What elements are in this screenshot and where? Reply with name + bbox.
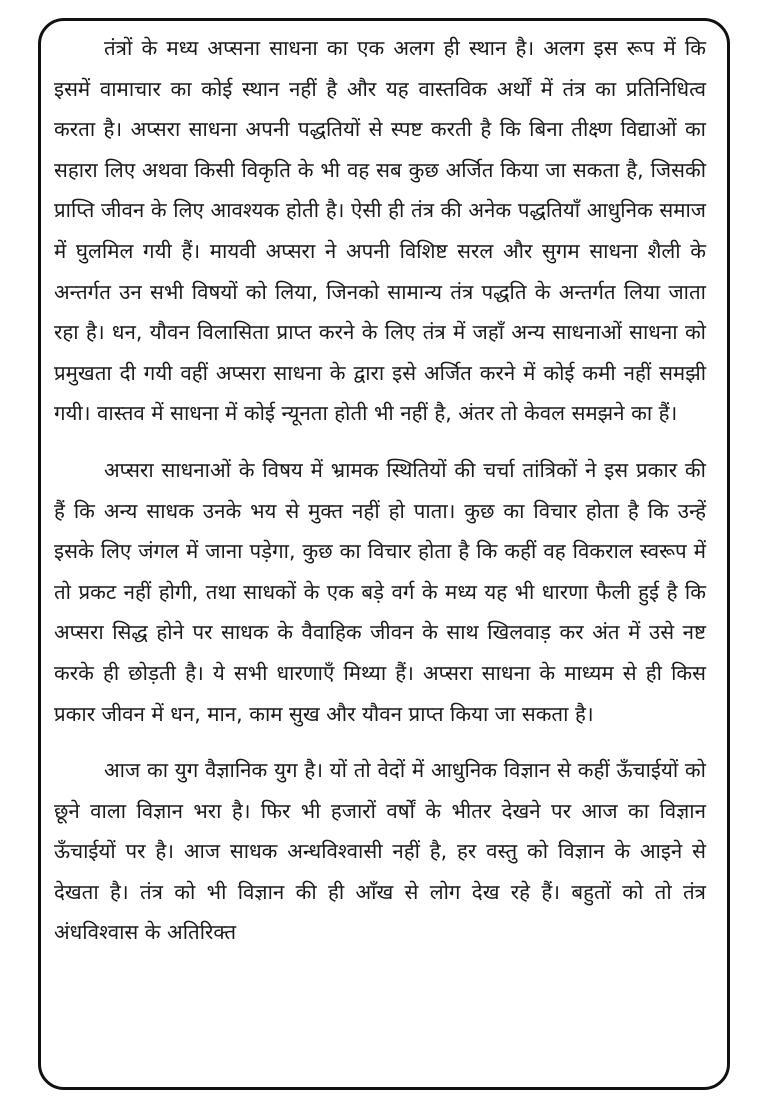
document-page	[54, 28, 706, 969]
paragraph-misconceptions: अप्सरा साधनाओं के विषय में भ्रामक स्थितियों की चर्चा तांत्रिकों ने इस प्रकार की हैं कि अन्य साधक उनके भय से मुक्त नहीं हो पाता। कुछ का विचार होता है कि उन्हें इसके लिए जंगल में जाना पड़ेगा, कुछ का विचार होता है कि कहीं वह विकराल स्वरूप में तो प्रकट नहीं होगी, तथा साधकों के एक बड़े वर्ग के मध्य यह भी धारणा फैली हुई है कि अप्सरा सिद्ध होने पर साधक के वैवाहिक जीवन के साथ खिलवाड़ कर अंत में उसे नष्ट करके ही छोड़ती है। ये सभी धारणाएँ मिथ्या हैं। अप्सरा साधना के माध्यम से ही किस प्रकार जीवन में धन, मान, काम सुख और यौवन प्राप्त किया जा सकता है।	[54, 457, 706, 726]
paragraph-scientific-age: आज का युग वैज्ञानिक युग है। यों तो वेदों में आधुनिक विज्ञान से कहीं ऊँचाईयों को छूने वाला विज्ञान भरा है। फिर भी हजारों वर्षों के भीतर देखने पर आज का विज्ञान ऊँचाईयों पर है। आज साधक अन्धविश्वासी नहीं है, हर वस्तु को विज्ञान के आइने से देखता है। तंत्र को भी विज्ञान की ही आँख से लोग देख रहे हैं। बहुतों को तो तंत्र अंधविश्वास के अतिरिक्त	[54, 758, 706, 945]
paragraph-apsara-place-in-tantra: तंत्रों के मध्य अप्सना साधना का एक अलग ही स्थान है। अलग इस रूप में कि इसमें वामाचार का कोई स्थान नहीं है और यह वास्तविक अर्थों में तंत्र का प्रतिनिधित्व करता है। अप्सरा साधना अपनी पद्धतियों से स्पष्ट करती है कि बिना तीक्ष्ण विद्याओं का सहारा लिए अथवा किसी विकृति के भी वह सब कुछ अर्जित किया जा सकता है, जिसकी प्राप्ति जीवन के लिए आवश्यक होती है। ऐसी ही तंत्र की अनेक पद्धतियाँ आधुनिक समाज में घुलमिल गयी हैं। मायवी अप्सरा ने अपनी विशिष्ट सरल और सुगम साधना शैली के अन्तर्गत उन सभी विषयों को लिया, जिनको सामान्य तंत्र पद्धति के अन्तर्गत लिया जाता रहा है। धन, यौवन विलासिता प्राप्त करने के लिए तंत्र में जहाँ अन्य साधनाओं साधना को प्रमुखता दी गयी वहीं अप्सरा साधना के द्वारा इसे अर्जित करने में कोई कमी नहीं समझी गयी। वास्तव में साधना में कोई न्यूनता होती भी नहीं है, अंतर तो केवल समझने का हैं।	[54, 36, 706, 426]
